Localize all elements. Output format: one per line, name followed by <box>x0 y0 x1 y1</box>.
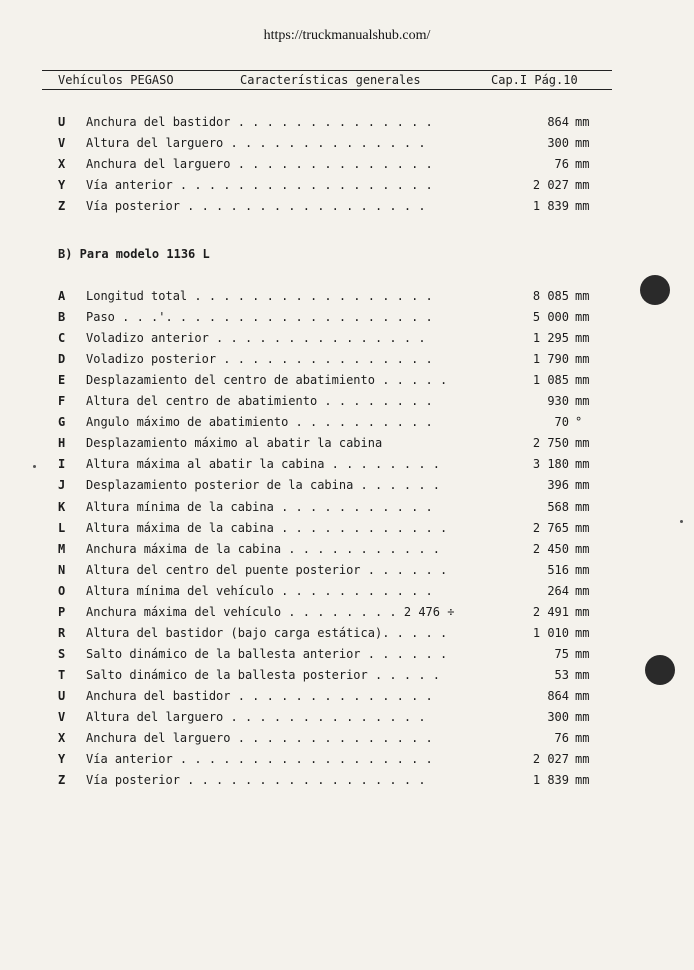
row-label: Altura máxima al abatir la cabina . . . . . . . . <box>86 457 441 472</box>
row-letter: X <box>58 157 66 172</box>
spec-row <box>58 196 603 216</box>
row-unit: mm <box>575 752 590 767</box>
spec-row <box>58 728 603 748</box>
spec-row <box>58 391 603 411</box>
row-unit: mm <box>575 373 590 388</box>
row-unit: ° <box>575 415 583 430</box>
row-label: Vía posterior . . . . . . . . . . . . . . . . . <box>86 199 426 214</box>
row-label: Anchura del larguero . . . . . . . . . . . . . . <box>86 731 433 746</box>
spec-row <box>58 770 603 790</box>
speck <box>680 520 683 523</box>
row-letter: D <box>58 352 66 367</box>
punch-hole <box>640 275 670 305</box>
row-label: Vía posterior . . . . . . . . . . . . . . . . . <box>86 773 426 788</box>
row-letter: M <box>58 541 66 556</box>
row-letter: Y <box>58 752 66 767</box>
row-letter: Z <box>58 773 66 788</box>
row-unit: mm <box>575 499 590 514</box>
spec-row <box>58 518 603 538</box>
row-letter: O <box>58 583 66 598</box>
row-unit: mm <box>575 646 590 661</box>
row-letter: Z <box>58 199 66 214</box>
row-label: Voladizo anterior . . . . . . . . . . . . . . . <box>86 331 426 346</box>
row-value: 70 <box>554 415 569 430</box>
row-value: 2 491 <box>532 604 569 619</box>
row-value: 2 750 <box>532 436 569 451</box>
spec-row <box>58 644 603 664</box>
row-letter: H <box>58 436 66 451</box>
row-unit: mm <box>575 199 590 214</box>
row-value: 1 085 <box>532 373 569 388</box>
spec-row <box>58 112 603 132</box>
row-label: Altura del larguero . . . . . . . . . . . . . . <box>86 136 426 151</box>
row-unit: mm <box>575 136 590 151</box>
row-unit: mm <box>575 541 590 556</box>
row-label: Desplazamiento máximo al abatir la cabina <box>86 436 383 451</box>
row-unit: mm <box>575 583 590 598</box>
row-letter: K <box>58 499 66 514</box>
row-value: 53 <box>554 667 569 682</box>
row-unit: mm <box>575 773 590 788</box>
row-unit: mm <box>575 731 590 746</box>
row-label: Voladizo posterior . . . . . . . . . . . . . . . <box>86 352 433 367</box>
row-unit: mm <box>575 520 590 535</box>
row-value: 2 027 <box>532 752 569 767</box>
row-label: Salto dinámico de la ballesta posterior . . . . . <box>86 667 441 682</box>
spec-row <box>58 475 603 495</box>
row-label: Altura del centro de abatimiento . . . . . . . . <box>86 394 433 409</box>
row-value: 300 <box>547 136 569 151</box>
row-unit: mm <box>575 625 590 640</box>
row-unit: mm <box>575 604 590 619</box>
row-unit: mm <box>575 562 590 577</box>
row-value: 300 <box>547 710 569 724</box>
row-letter: C <box>58 331 66 346</box>
row-unit: mm <box>575 115 590 129</box>
row-value: 930 <box>547 394 569 409</box>
spec-row <box>58 497 603 517</box>
row-letter: P <box>58 604 66 619</box>
row-unit: mm <box>575 478 590 493</box>
page-header <box>42 70 612 90</box>
row-label: Vía anterior . . . . . . . . . . . . . . . . . . <box>86 178 433 193</box>
spec-row <box>58 154 603 174</box>
row-value: 1 790 <box>532 352 569 367</box>
row-value: 396 <box>547 478 569 493</box>
source-url[interactable]: https://truckmanualshub.com/ <box>263 28 431 43</box>
row-label: Altura mínima de la cabina . . . . . . . . . . . <box>86 499 433 514</box>
row-unit: mm <box>575 394 590 409</box>
row-unit: mm <box>575 457 590 472</box>
row-letter: V <box>58 710 66 724</box>
row-value: 568 <box>547 499 569 514</box>
row-value: 516 <box>547 562 569 577</box>
row-letter: J <box>58 478 66 493</box>
row-unit: mm <box>575 352 590 367</box>
spec-row <box>58 307 603 327</box>
row-letter: X <box>58 731 66 746</box>
row-unit: mm <box>575 289 590 303</box>
row-value: 5 000 <box>532 310 569 325</box>
row-letter: L <box>58 520 66 535</box>
row-value: 76 <box>554 731 569 746</box>
row-label: Angulo máximo de abatimiento . . . . . . . . . . <box>86 415 433 430</box>
spec-row <box>58 539 603 559</box>
spec-row <box>58 749 603 769</box>
spec-row <box>58 370 603 390</box>
row-value: 1 295 <box>532 331 569 346</box>
row-letter: U <box>58 115 66 129</box>
row-value: 864 <box>547 688 569 703</box>
row-letter: B <box>58 310 66 325</box>
row-label: Anchura del larguero . . . . . . . . . . . . . . <box>86 157 433 172</box>
row-value: 2 450 <box>532 541 569 556</box>
row-letter: I <box>58 457 66 472</box>
spec-row <box>58 133 603 153</box>
row-letter: U <box>58 688 66 703</box>
row-label: Altura del larguero . . . . . . . . . . . . . . <box>86 710 426 724</box>
section-b-title: B) Para modelo 1136 L <box>58 247 210 261</box>
spec-row <box>58 665 603 685</box>
row-value: 1 010 <box>532 625 569 640</box>
spec-row <box>58 560 603 580</box>
row-value: 3 180 <box>532 457 569 472</box>
row-label: Altura máxima de la cabina . . . . . . . . . . . . <box>86 520 448 535</box>
row-letter: E <box>58 373 66 388</box>
row-label: Vía anterior . . . . . . . . . . . . . . . . . . <box>86 752 433 767</box>
spec-row <box>58 286 603 306</box>
spec-row <box>58 623 603 643</box>
punch-hole <box>645 655 675 685</box>
row-unit: mm <box>575 178 590 193</box>
header-center: Características generales <box>240 73 421 87</box>
row-value: 75 <box>554 646 569 661</box>
row-label: Longitud total . . . . . . . . . . . . . . . . . <box>86 289 433 303</box>
row-letter: F <box>58 394 66 409</box>
spec-row <box>58 686 603 706</box>
header-left: Vehículos PEGASO <box>58 73 174 87</box>
row-value: 264 <box>547 583 569 598</box>
row-unit: mm <box>575 436 590 451</box>
row-value: 1 839 <box>532 773 569 788</box>
row-unit: mm <box>575 710 590 724</box>
row-letter: V <box>58 136 66 151</box>
row-label: Salto dinámico de la ballesta anterior . . . . . . <box>86 646 448 661</box>
row-label: Anchura del bastidor . . . . . . . . . . . . . . <box>86 688 433 703</box>
row-label: Altura del bastidor (bajo carga estática). . . . . <box>86 625 448 640</box>
row-label: Desplazamiento posterior de la cabina . . . . . . <box>86 478 441 493</box>
spec-row <box>58 433 603 453</box>
row-letter: Y <box>58 178 66 193</box>
row-letter: S <box>58 646 66 661</box>
row-letter: N <box>58 562 66 577</box>
row-letter: A <box>58 289 66 303</box>
spec-row <box>58 175 603 195</box>
row-value: 1 839 <box>532 199 569 214</box>
row-unit: mm <box>575 331 590 346</box>
row-label: Desplazamiento del centro de abatimiento . . . . . <box>86 373 448 388</box>
row-label: Anchura máxima del vehículo . . . . . . . . 2 476 ÷ <box>86 604 455 619</box>
row-label: Altura del centro del puente posterior . . . . . . <box>86 562 448 577</box>
row-value: 76 <box>554 157 569 172</box>
row-unit: mm <box>575 157 590 172</box>
speck <box>33 465 36 468</box>
spec-row <box>58 412 603 432</box>
row-value: 2 027 <box>532 178 569 193</box>
spec-row <box>58 349 603 369</box>
row-unit: mm <box>575 310 590 325</box>
row-letter: T <box>58 667 66 682</box>
row-label: Altura mínima del vehículo . . . . . . . . . . . <box>86 583 433 598</box>
row-value: 2 765 <box>532 520 569 535</box>
row-value: 864 <box>547 115 569 129</box>
row-unit: mm <box>575 688 590 703</box>
row-label: Anchura máxima de la cabina . . . . . . . . . . . <box>86 541 441 556</box>
spec-row <box>58 328 603 348</box>
row-label: Paso . . .'. . . . . . . . . . . . . . . . . . . <box>86 310 433 325</box>
row-letter: R <box>58 625 66 640</box>
spec-row <box>58 581 603 601</box>
row-letter: G <box>58 415 66 430</box>
row-unit: mm <box>575 667 590 682</box>
spec-row <box>58 602 603 622</box>
row-value: 8 085 <box>532 289 569 303</box>
row-label: Anchura del bastidor . . . . . . . . . . . . . . <box>86 115 433 129</box>
spec-row <box>58 454 603 474</box>
header-right: Cap.I Pág.10 <box>491 73 578 87</box>
spec-row <box>58 707 603 727</box>
